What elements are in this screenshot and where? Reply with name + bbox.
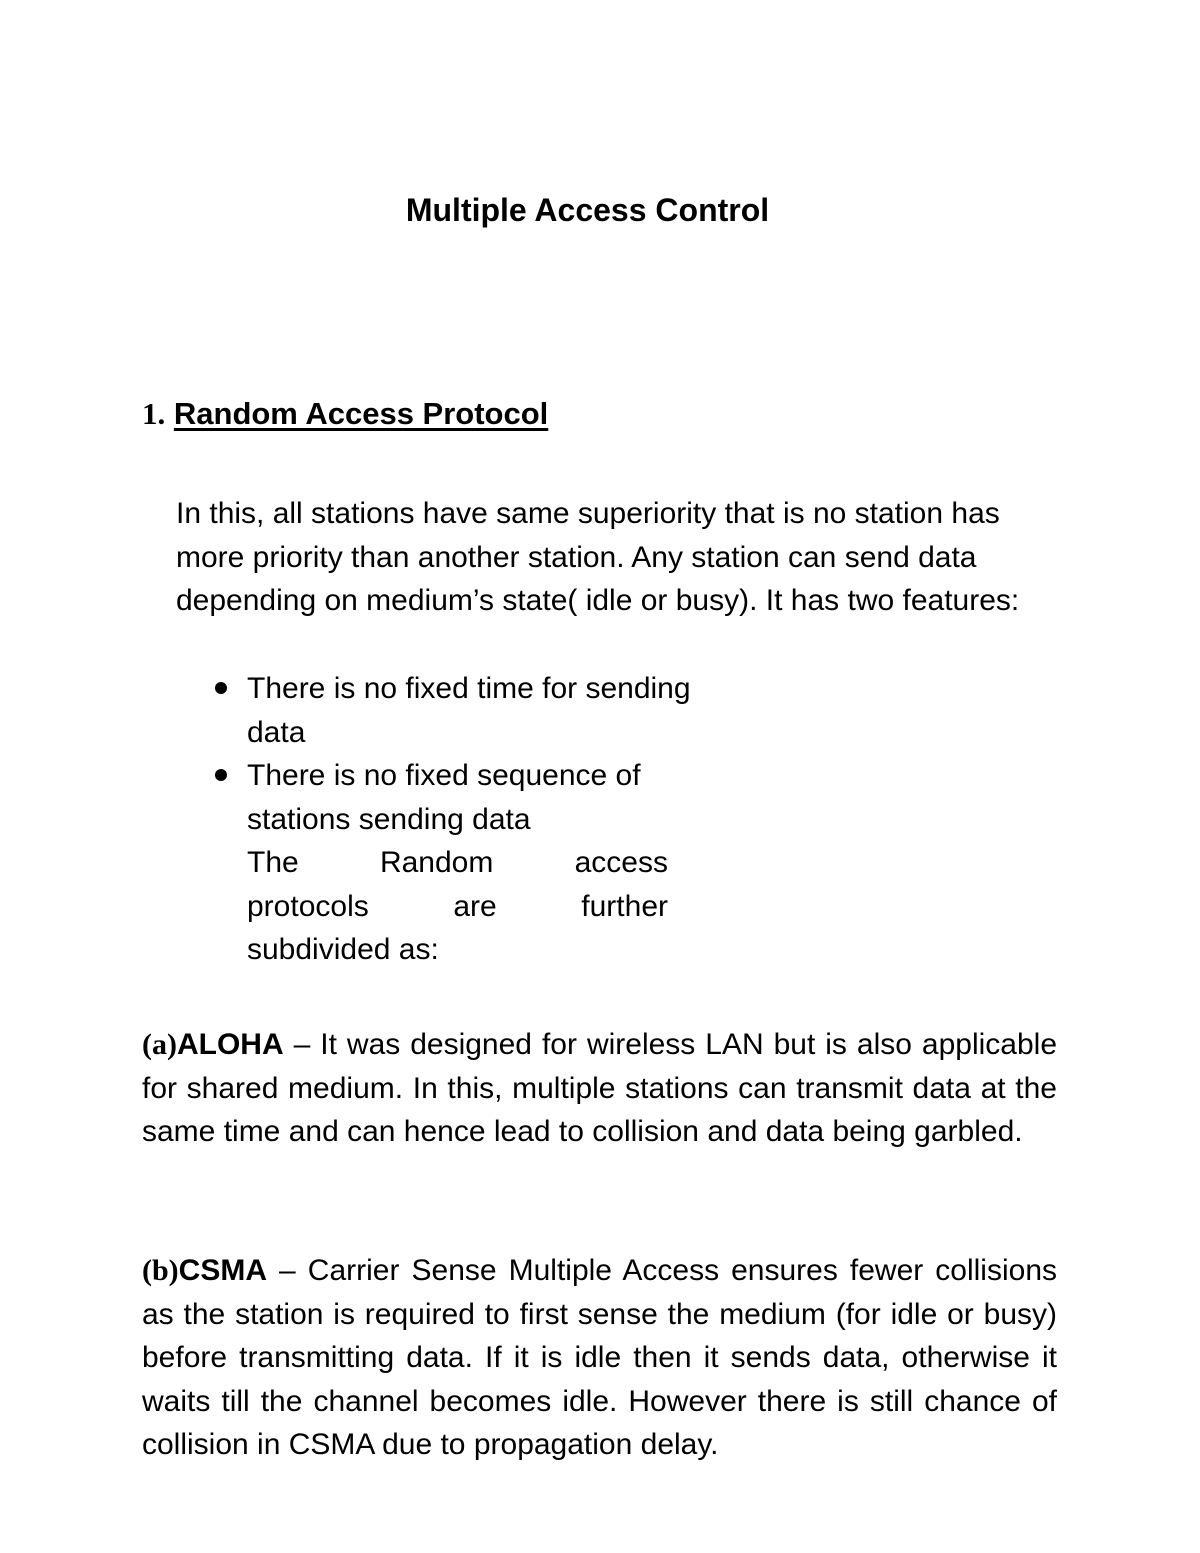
intro-paragraph: In this, all stations have same superiority that is no station has more priority than another station. Any station can send data depending on medium’s state( idle or busy). It has two features: — [176, 497, 1020, 617]
features-list — [176, 667, 736, 841]
page-title: Multiple Access Control — [405, 192, 770, 228]
feature-text: There is no fixed time for sending data — [247, 672, 691, 749]
csma-paragraph — [142, 1249, 1057, 1467]
protocol-description: – Carrier Sense Multiple Access ensures fewer collisions as the station is required to first sense the medium (for idle or busy) before transmitting data. If it is idle then it sends data, otherwise it waits till the channel becomes idle. However there is still chance of collision in CSMA due to propagation delay. — [142, 1254, 1057, 1461]
section-number: 1. — [142, 396, 166, 431]
list-item — [176, 667, 736, 754]
subdivision-note — [247, 841, 668, 972]
subdivision-line: The Random access — [247, 846, 668, 879]
subdivision-line: protocols are further — [247, 889, 668, 923]
section-heading — [142, 392, 548, 436]
aloha-paragraph — [142, 1023, 1057, 1154]
feature-text: There is no fixed sequence of stations sending data — [247, 759, 641, 836]
protocol-term: CSMA — [178, 1254, 268, 1287]
protocol-tag: (a) — [142, 1028, 177, 1061]
subdivision-line: subdivided as: — [247, 933, 439, 966]
section-name: Random Access Protocol — [173, 396, 549, 431]
protocol-description: – It was designed for wireless LAN but is also applicable for shared medium. In this, multiple stations can transmit data at the same time and can hence lead to collision and data being garbled. — [142, 1028, 1057, 1148]
protocol-term: ALOHA — [176, 1028, 284, 1061]
bullet-icon — [215, 682, 227, 694]
bullet-icon — [215, 769, 227, 781]
protocol-tag: (b) — [142, 1254, 179, 1287]
list-item — [176, 754, 736, 841]
